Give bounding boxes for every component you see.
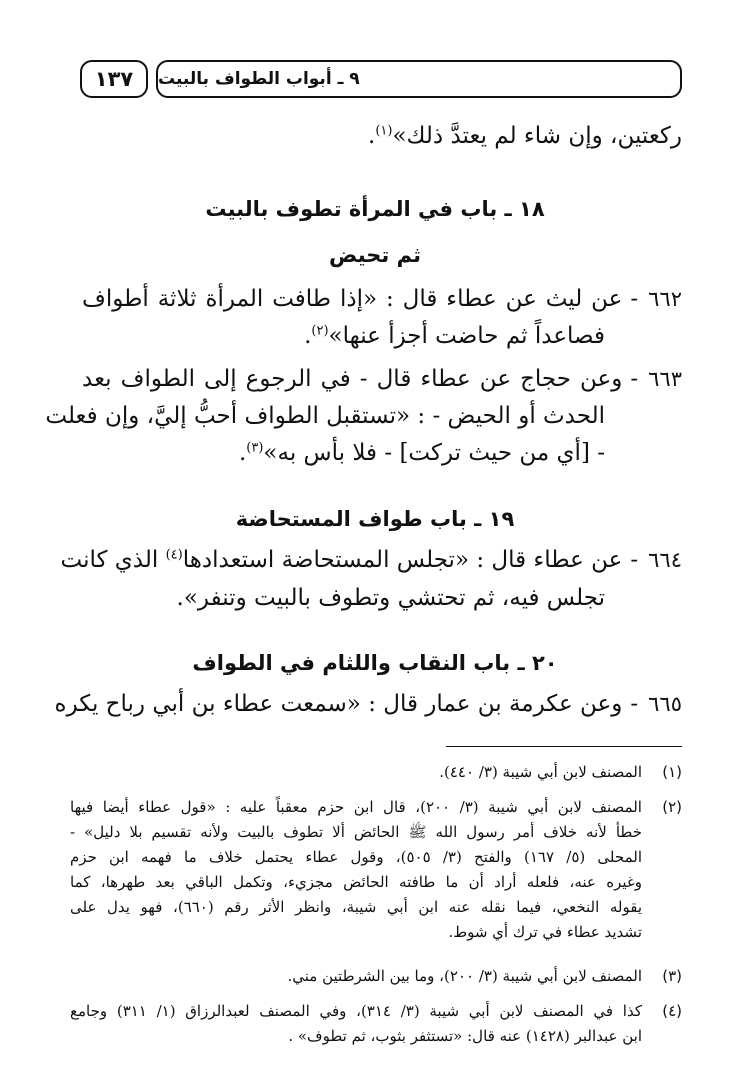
footnote-ref-2: (٢): [311, 323, 329, 339]
dash: -: [630, 547, 639, 573]
intro-line: [368, 120, 682, 152]
footnote-ref-1: (١): [375, 123, 393, 139]
hadith-662-line-2: [304, 320, 605, 352]
dash: -: [630, 691, 639, 717]
hadith-663-number: ٦٦٣: [648, 367, 682, 391]
page-number-box: [80, 60, 148, 98]
hadith-663-line-1: [82, 363, 682, 395]
footnote-2-number: (٢): [662, 798, 682, 816]
hadith-665-text-1: وعن عكرمة بن عمار قال : «سمعت عطاء بن أبي رباح يكره: [54, 691, 623, 717]
running-header: [80, 60, 682, 102]
hadith-663-text-3: - [أي من حيث تركت] - فلا بأس به»: [263, 440, 605, 466]
hadith-664-number: ٦٦٤: [648, 548, 682, 572]
hadith-665-number: ٦٦٥: [648, 692, 682, 716]
footnote-3: [70, 964, 682, 989]
hadith-662-number: ٦٦٢: [648, 287, 682, 311]
hadith-664-line-1: [60, 544, 682, 576]
intro-period: .: [368, 123, 376, 149]
section-20-title: ٢٠ ـ باب النقاب واللثام في الطواف: [192, 651, 558, 675]
footnote-separator: [446, 746, 682, 747]
footnote-2-line-6: تشديد عطاء في ترك أي شوط.: [448, 923, 642, 941]
dash: -: [630, 286, 639, 312]
hadith-664-line-2: [177, 582, 605, 614]
footnote-ref-3: (٣): [246, 440, 264, 456]
hadith-664-text-1a: عن عطاء قال : «تجلس المستحاضة استعدادها: [182, 547, 623, 573]
footnote-1-body: [70, 760, 642, 785]
hadith-663-text-2: الحدث أو الحيض - : «تستقبل الطواف أحبُّ إليَّ، وإن فعلت: [45, 403, 605, 429]
footnote-2-body: [70, 795, 642, 945]
period: .: [238, 440, 247, 466]
footnote-4-line-1: كذا في المصنف لابن أبي شيبة (٣/ ٣١٤)، وفي المصنف لعبدالرزاق (١/ ٣١١) وجامع: [70, 1002, 642, 1020]
hadith-663-line-3: [239, 437, 605, 469]
footnote-3-number: (٣): [662, 967, 682, 985]
period: .: [304, 323, 312, 349]
section-19-title: ١٩ ـ باب طواف المستحاضة: [235, 507, 515, 531]
footnote-2-line-2: خطأ لأنه خلاف أمر رسول الله ﷺ الحائض ألا تطوف بالبيت ولأنه تقسيم بلا دليل» -: [70, 823, 642, 841]
hadith-662-text-1: عن ليث عن عطاء قال : «إذا طافت المرأة ثلاثة أطواف: [82, 286, 623, 312]
footnote-3-line-1: المصنف لابن أبي شيبة (٣/ ٢٠٠)، وما بين الشرطتين مني.: [287, 967, 642, 985]
hadith-664-text-2: تجلس فيه، ثم تحتشي وتطوف بالبيت وتنفر».: [176, 585, 605, 611]
hadith-662-line-1: [82, 283, 682, 315]
hadith-665-line-1: [54, 688, 682, 720]
section-18-subtitle: ثم تحيض: [329, 243, 421, 267]
footnote-2-line-1: المصنف لابن أبي شيبة (٣/ ٢٠٠)، قال ابن حزم معقباً عليه : «قول عطاء أيضا فيها: [70, 798, 642, 816]
hadith-663-line-2: [45, 400, 605, 432]
footnote-4-body: [70, 999, 642, 1049]
footnote-ref-4: (٤): [165, 547, 183, 563]
footnote-1: [70, 760, 682, 785]
footnote-4: [70, 999, 682, 1049]
chapter-title-box: [156, 60, 682, 98]
footnote-2-line-3: المحلى (٥/ ١٦٧) والفتح (٣/ ٥٠٥)، وقول عطاء يحتمل خلاف ما فهمه ابن حزم: [70, 848, 642, 866]
footnote-4-line-2: ابن عبدالبر (١٤٢٨) عنه قال: «تستثفر بثوب، ثم تطوف» .: [288, 1027, 642, 1045]
footnote-2-line-5: يقوله النخعي، فيما نقله عنه ابن أبي شيبة، وانظر الأثر رقم (٦٦٠)، فهو يدل على: [70, 898, 642, 916]
hadith-663-text-1: وعن حجاج عن عطاء قال - في الرجوع إلى الطواف بعد: [82, 366, 623, 392]
footnote-2-line-4: وغيره عنه، فلعله أراد أن ما طافته الحائض مجزيء، وتكمل الباقي بعد طهرها، كما: [70, 873, 642, 891]
footnote-1-number: (١): [662, 763, 682, 781]
footnote-4-number: (٤): [662, 1002, 682, 1020]
footnote-3-body: [70, 964, 642, 989]
dash: -: [630, 366, 639, 392]
footnote-2: [70, 795, 682, 945]
page-number: ١٣٧: [94, 67, 134, 91]
section-18-title: ١٨ ـ باب في المرأة تطوف بالبيت: [205, 197, 545, 221]
intro-text: ركعتين، وإن شاء لم يعتدَّ ذلك»: [392, 123, 682, 149]
chapter-title: ٩ ـ أبواب الطواف بالبيت: [158, 69, 360, 89]
hadith-662-text-2: فصاعداً ثم حاضت أجزأ عنها»: [328, 323, 605, 349]
footnote-1-line-1: المصنف لابن أبي شيبة (٣/ ٤٤٠).: [439, 763, 642, 781]
hadith-664-text-1b: الذي كانت: [60, 547, 166, 573]
